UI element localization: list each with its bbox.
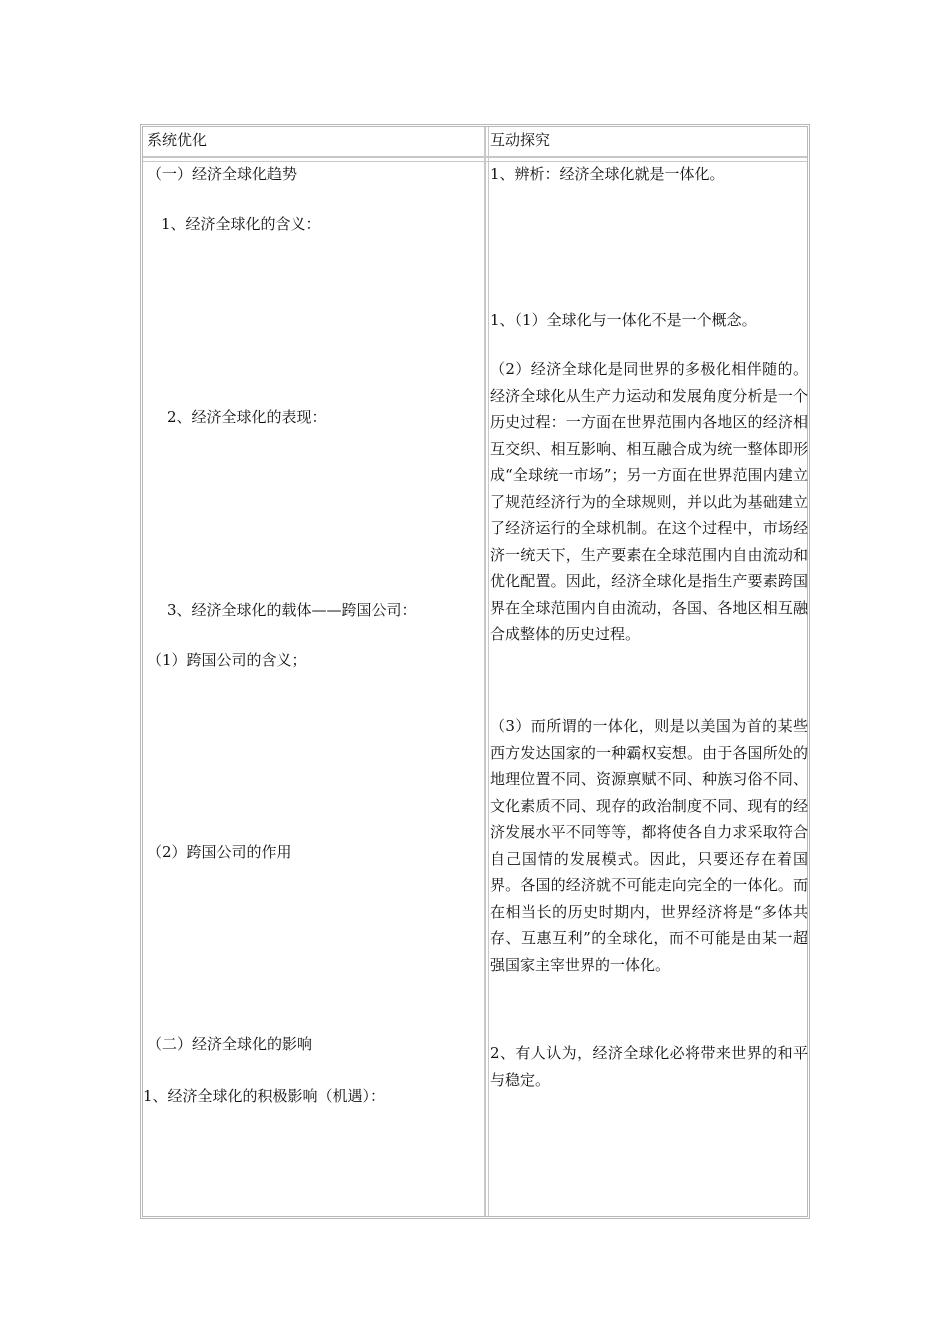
left-subitem-mnc-meaning: （1）跨国公司的含义； [147,651,307,669]
right-question-2: 2、有人认为，经济全球化必将带来世界的和平与稳定。 [490,1044,808,1089]
content-table [140,124,810,1219]
right-answer-1-part-1: 1、（1）全球化与一体化不是一个概念。 [490,311,757,329]
left-subitem-mnc-role: （2）跨国公司的作用 [147,843,292,861]
left-section-2: （二）经济全球化的影响 [147,1035,313,1053]
column-divider [484,127,489,1216]
left-item-meaning: 1、经济全球化的含义： [161,215,321,233]
right-question-1: 1、辨析：经济全球化就是一体化。 [490,165,725,183]
right-answer-1-part-2: （2）经济全球化是同世界的多极化相伴随的。经济全球化从生产力运动和发展角度分析是一个历史过程：一方面在世界范围内各地区的经济相互交织、相互影响、相互融合成为统一整体即形成“全球统一市场”；另一方面在世界范围内建立了规范经济行为的全球规则，并以此为基础建立了经济运行的全球机制。在这个过程中，市场经济一统天下，生产要素在全球范围内自由流动和优化配置。因此，经济全球化是指生产要素跨国界在全球范围内自由流动，各国、各地区相互融合成整体的历史过程。 [490,360,808,643]
right-answer-1-part-3: （3）而所谓的一体化，则是以美国为首的某些西方发达国家的一种霸权妄想。由于各国所处的地理位置不同、资源禀赋不同、种族习俗不同、文化素质不同、现存的政治制度不同、现有的经济发展水平不同等等，都将使各自力求采取符合自己国情的发展模式。因此，只要还存在着国界。各国的经济就不可能走向完全的一体化。而在相当长的历史时期内，世界经济将是“多体共存、互惠互利”的全球化，而不可能是由某一超强国家主宰世界的一体化。 [490,717,808,974]
header-interactive-exploration: 互动探究 [490,131,551,149]
left-section-1: （一）经济全球化趋势 [147,165,298,183]
left-item-positive-impact: 1、经济全球化的积极影响（机遇）： [143,1087,386,1105]
left-item-carrier: 3、经济全球化的载体——跨国公司： [167,601,417,619]
header-system-optimization: 系统优化 [147,131,208,149]
left-item-manifestation: 2、经济全球化的表现： [167,408,327,426]
